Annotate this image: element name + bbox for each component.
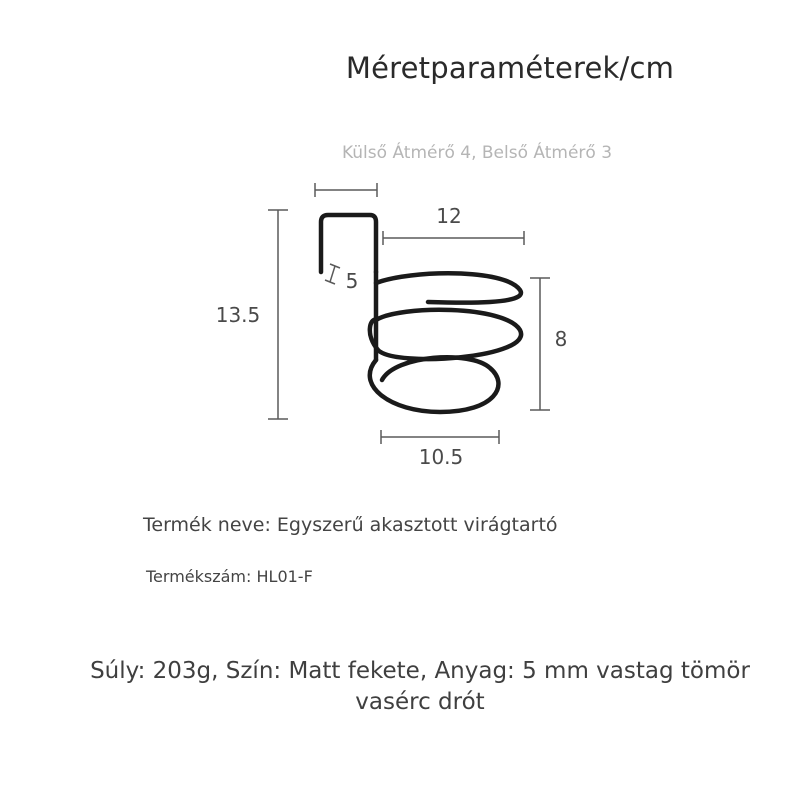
width-10-5-label: 10.5: [418, 445, 464, 469]
hook-gap-label: 5: [345, 269, 359, 293]
spiral-lower-wire: [370, 357, 499, 412]
product-code: Termékszám: HL01-F: [146, 567, 313, 586]
width-12-label: 12: [436, 204, 462, 228]
hook-wire: [321, 215, 376, 272]
product-name: Termék neve: Egyszerű akasztott virágtartó: [143, 514, 558, 536]
product-specs: Súly: 203g, Szín: Matt fekete, Anyag: 5 mm vastag tömör vasérc drót: [90, 658, 750, 715]
height-8-label: 8: [554, 327, 568, 351]
diameter-subtitle: Külső Átmérő 4, Belső Átmérő 3: [341, 143, 613, 163]
spiral-top-wire: [376, 273, 521, 302]
page-title: Méretparaméterek/cm: [345, 51, 675, 85]
height-13-5-label: 13.5: [215, 303, 261, 327]
spiral-middle-wire: [370, 310, 521, 359]
hook-gap-line: [330, 266, 335, 282]
wire-holder-illustration: [321, 215, 521, 412]
